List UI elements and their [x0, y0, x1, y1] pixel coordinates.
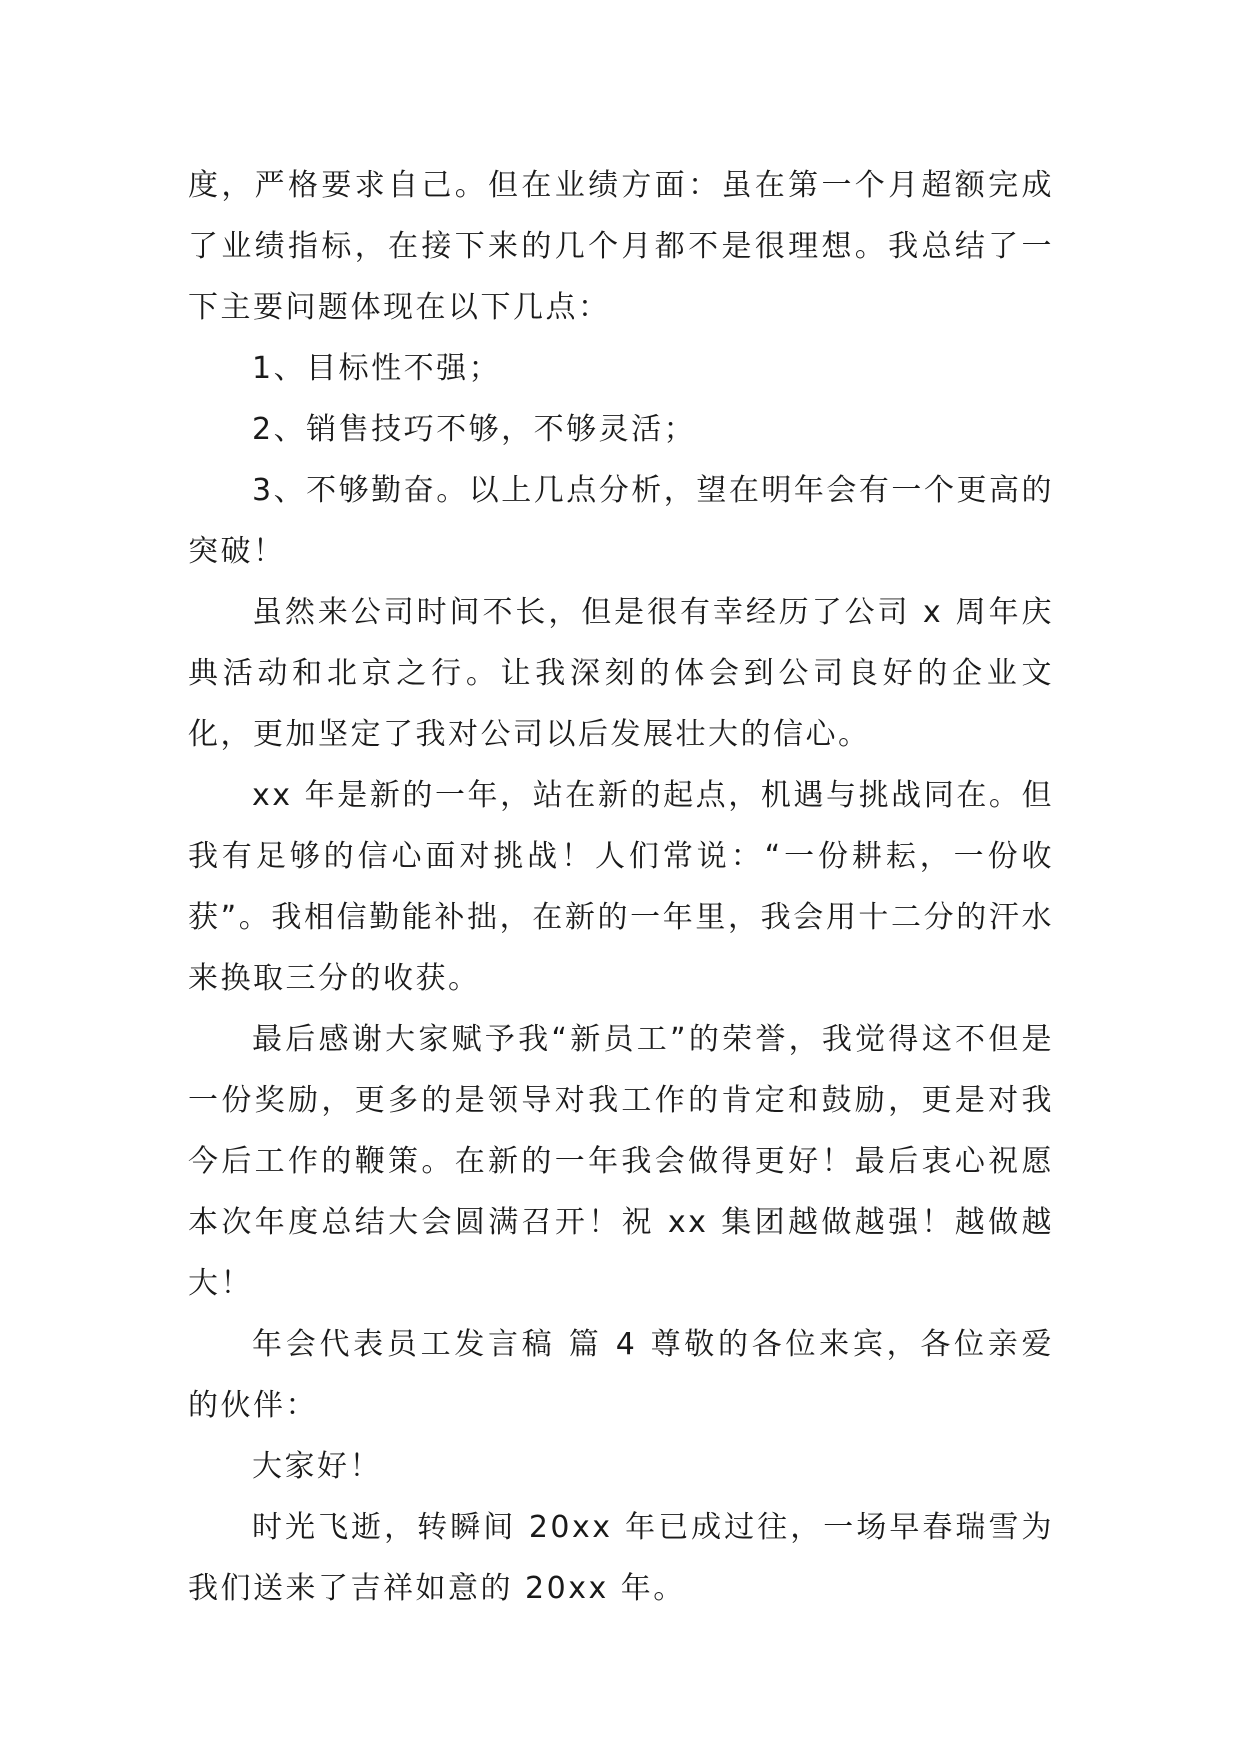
paragraph-thanks: 最后感谢大家赋予我“新员工”的荣誉，我觉得这不但是一份奖励，更多的是领导对我工作的肯定和鼓励，更是对我今后工作的鞭策。在新的一年我会做得更好！最后衷心祝愿本次年度总结大会圆满召开！祝 xx 集团越做越强！越做越大！ — [188, 1022, 1054, 1301]
paragraph-time-flies: 时光飞逝，转瞬间 20xx 年已成过往，一场早春瑞雪为我们送来了吉祥如意的 20xx 年。 — [188, 1510, 1054, 1606]
paragraph-greeting: 大家好！ — [252, 1449, 382, 1484]
paragraph-list-item-3: 3、不够勤奋。以上几点分析，望在明年会有一个更高的突破！ — [188, 473, 1054, 569]
document-body — [188, 155, 1054, 1619]
paragraph-company-experience: 虽然来公司时间不长，但是很有幸经历了公司 x 周年庆典活动和北京之行。让我深刻的体会到公司良好的企业文化，更加坚定了我对公司以后发展壮大的信心。 — [188, 595, 1054, 752]
paragraph-speech-heading: 年会代表员工发言稿 篇 4 尊敬的各位来宾，各位亲爱的伙伴： — [188, 1327, 1054, 1423]
paragraph-list-item-2: 2、销售技巧不够，不够灵活； — [252, 412, 697, 447]
paragraph-list-item-1: 1、目标性不强； — [252, 351, 502, 386]
paragraph-continued: 度，严格要求自己。但在业绩方面：虽在第一个月超额完成了业绩指标，在接下来的几个月都不是很理想。我总结了一下主要问题体现在以下几点： — [188, 168, 1054, 325]
paragraph-new-year: xx 年是新的一年，站在新的起点，机遇与挑战同在。但我有足够的信心面对挑战！人们常说：“一份耕耘，一份收获”。我相信勤能补拙，在新的一年里，我会用十二分的汗水来换取三分的收获。 — [188, 778, 1054, 996]
